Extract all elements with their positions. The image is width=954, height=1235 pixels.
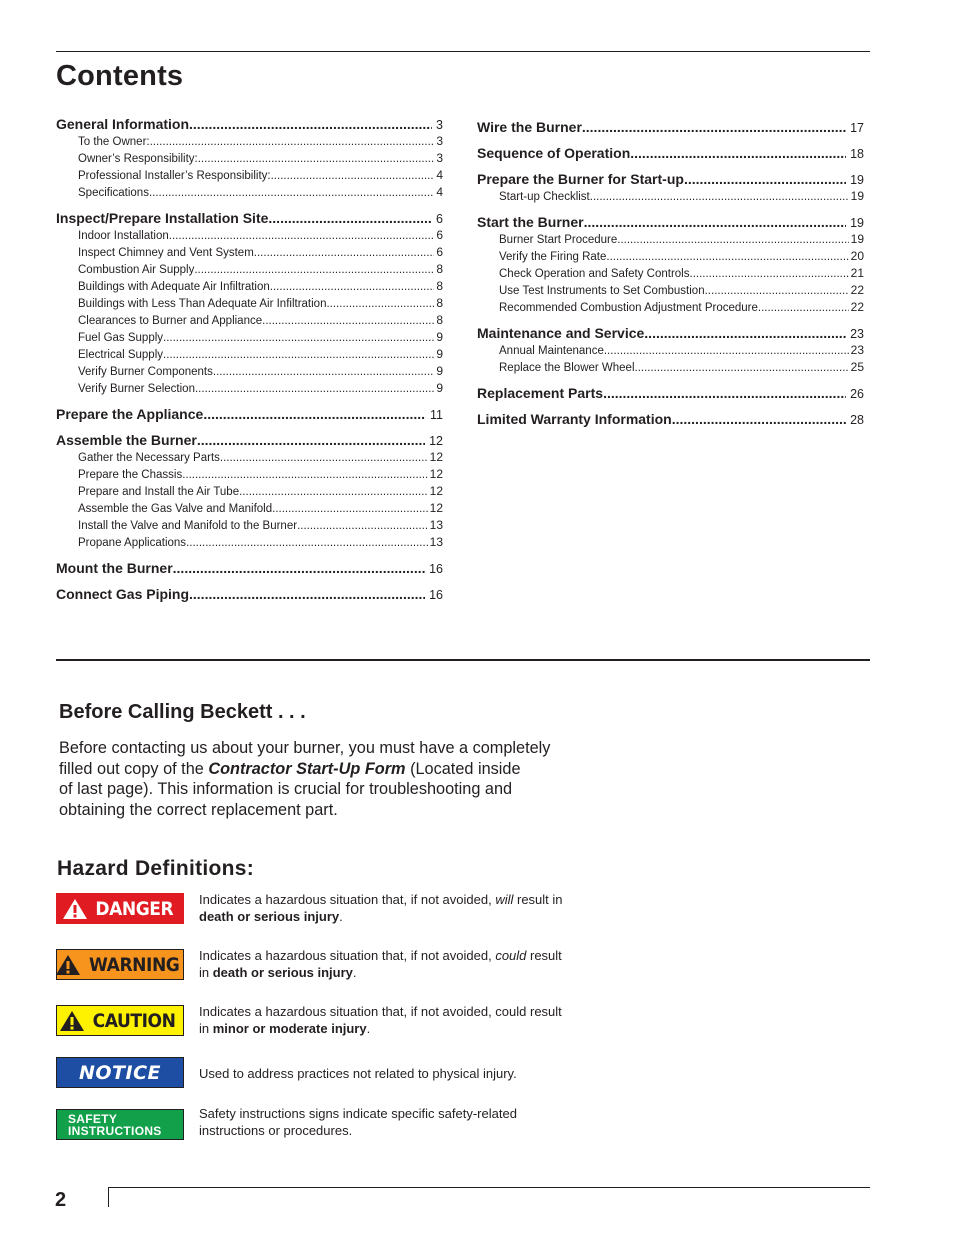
caution-description xyxy=(199,1003,609,1037)
warning-text-em: could xyxy=(495,948,527,963)
toc-entry-label: Assemble the Gas Valve and Manifold xyxy=(78,503,273,515)
safety-text-1: Safety instructions signs indicate specific safety-related xyxy=(199,1106,517,1121)
toc-entry-label: Replacement Parts xyxy=(477,385,604,401)
toc-page-number: 6 xyxy=(436,212,443,226)
toc-page-number: 16 xyxy=(429,588,443,602)
alert-triangle-icon xyxy=(55,954,81,976)
warning-text-bold: death or serious injury xyxy=(212,965,353,980)
toc-page-number: 26 xyxy=(850,387,864,401)
caution-word: CAUTION xyxy=(93,1009,176,1032)
warning-word: WARNING xyxy=(89,953,180,976)
toc-page-number: 12 xyxy=(429,484,443,498)
toc-page-number: 23 xyxy=(850,327,864,341)
toc-entry-label: Use Test Instruments to Set Combustion xyxy=(499,285,705,297)
toc-entry-label: Annual Maintenance xyxy=(499,345,604,357)
toc-dot-leader xyxy=(270,281,435,293)
page-number: 2 xyxy=(55,1189,67,1211)
toc-page-number: 8 xyxy=(436,296,443,310)
toc-dot-leader xyxy=(297,520,428,532)
toc-dot-leader xyxy=(635,362,849,374)
toc-dot-leader xyxy=(271,170,435,182)
toc-entry-label: Wire the Burner xyxy=(477,119,582,135)
safety-word-2: INSTRUCTIONS xyxy=(68,1123,162,1138)
notice-word: NOTICE xyxy=(78,1061,161,1084)
toc-page-number: 3 xyxy=(436,151,443,165)
toc-dot-leader xyxy=(268,210,432,226)
toc-page-number: 13 xyxy=(429,535,443,549)
toc-subsection-entry[interactable] xyxy=(56,381,443,398)
toc-subsection-entry[interactable] xyxy=(56,134,443,151)
danger-text-2-post: . xyxy=(339,909,343,924)
toc-entry-label: Buildings with Less Than Adequate Air Infiltration xyxy=(78,298,327,310)
toc-section-entry[interactable] xyxy=(56,586,443,604)
before-line-3: of last page). This information is crucial for troubleshooting and xyxy=(59,780,513,799)
toc-subsection-entry[interactable] xyxy=(56,347,443,364)
footer-rule xyxy=(108,1187,870,1188)
toc-dot-leader xyxy=(189,116,432,132)
toc-page-number: 17 xyxy=(850,121,864,135)
safety-instructions-badge xyxy=(56,1109,184,1140)
toc-subsection-entry[interactable] xyxy=(477,300,864,317)
alert-triangle-icon xyxy=(59,1010,85,1032)
toc-dot-leader xyxy=(262,315,434,327)
toc-page-number: 12 xyxy=(429,450,443,464)
toc-dot-leader xyxy=(604,345,849,357)
toc-section-entry[interactable] xyxy=(477,214,864,232)
caution-text-bold: minor or moderate injury xyxy=(212,1021,367,1036)
before-line-1: Before contacting us about your burner, you must have a completely xyxy=(59,739,551,757)
toc-subsection-entry[interactable] xyxy=(477,283,864,300)
notice-text-1: Used to address practices not related to physical injury. xyxy=(199,1066,517,1081)
danger-text-1: Indicates a hazardous situation that, if not avoided, xyxy=(199,892,496,907)
toc-entry-label: Gather the Necessary Parts xyxy=(78,452,220,464)
toc-entry-label: Prepare the Burner for Start-up xyxy=(477,171,684,187)
toc-entry-label: Propane Applications xyxy=(78,537,187,549)
section-rule xyxy=(56,659,870,661)
toc-page-number: 4 xyxy=(436,168,443,182)
toc-dot-leader xyxy=(195,383,434,395)
toc-dot-leader xyxy=(705,285,849,297)
toc-dot-leader xyxy=(182,469,427,481)
toc-section-entry[interactable] xyxy=(477,385,864,403)
toc-dot-leader xyxy=(173,560,425,576)
toc-page-number: 22 xyxy=(850,283,864,297)
toc-dot-leader xyxy=(584,214,847,230)
toc-section-entry[interactable] xyxy=(56,406,443,424)
contractor-form-name: Contractor Start-Up Form xyxy=(208,759,406,778)
toc-entry-label: Specifications xyxy=(78,187,149,199)
toc-dot-leader xyxy=(194,264,434,276)
warning-text-2-post: . xyxy=(352,965,357,980)
toc-page-number: 6 xyxy=(436,245,443,259)
toc-subsection-entry[interactable] xyxy=(56,501,443,518)
before-line-2-post: (Located inside xyxy=(405,759,521,778)
toc-entry-label: Connect Gas Piping xyxy=(56,586,190,602)
top-rule xyxy=(56,51,870,52)
toc-subsection-entry[interactable] xyxy=(56,185,443,202)
toc-page-number: 11 xyxy=(430,408,443,422)
toc-dot-leader xyxy=(198,153,435,165)
toc-page-number: 21 xyxy=(850,266,864,280)
toc-entry-label: Burner Start Procedure xyxy=(499,234,618,246)
warning-text-1-post: result xyxy=(526,948,562,963)
toc-page-number: 19 xyxy=(850,216,864,230)
toc-subsection-entry[interactable] xyxy=(56,484,443,501)
toc-dot-leader xyxy=(644,325,846,341)
toc-subsection-entry[interactable] xyxy=(56,364,443,381)
toc-entry-label: Prepare the Chassis xyxy=(78,469,183,481)
toc-subsection-entry[interactable] xyxy=(56,330,443,347)
warning-description xyxy=(199,947,609,981)
toc-entry-label: Start the Burner xyxy=(477,214,584,230)
toc-dot-leader xyxy=(326,298,434,310)
toc-page-number: 12 xyxy=(429,434,443,448)
notice-badge xyxy=(56,1057,184,1088)
danger-text-bold: death or serious injury xyxy=(199,909,340,924)
toc-page-number: 8 xyxy=(436,313,443,327)
toc-section-entry[interactable] xyxy=(477,411,864,429)
toc-page-number: 16 xyxy=(429,562,443,576)
toc-dot-leader xyxy=(590,191,849,203)
warning-text-2-pre: in xyxy=(199,965,213,980)
toc-page-number: 3 xyxy=(436,118,443,132)
toc-subsection-entry[interactable] xyxy=(477,232,864,249)
toc-entry-label: Verify Burner Components xyxy=(78,366,213,378)
toc-subsection-entry[interactable] xyxy=(56,279,443,296)
toc-page-number: 12 xyxy=(429,467,443,481)
toc-entry-label: Check Operation and Safety Controls xyxy=(499,268,690,280)
toc-subsection-entry[interactable] xyxy=(56,151,443,168)
warning-badge xyxy=(56,949,184,980)
danger-description xyxy=(199,891,609,925)
toc-dot-leader xyxy=(672,411,846,427)
danger-badge xyxy=(56,893,184,924)
toc-page-number: 8 xyxy=(436,262,443,276)
toc-dot-leader xyxy=(758,302,849,314)
toc-subsection-entry[interactable] xyxy=(56,245,443,262)
toc-subsection-entry[interactable] xyxy=(56,262,443,279)
toc-subsection-entry[interactable] xyxy=(477,266,864,283)
toc-left-column xyxy=(56,116,443,604)
toc-dot-leader xyxy=(254,247,435,259)
toc-subsection-entry[interactable] xyxy=(56,313,443,330)
toc-entry-label: Combustion Air Supply xyxy=(78,264,195,276)
toc-dot-leader xyxy=(149,187,434,199)
before-calling-text xyxy=(59,738,589,820)
toc-subsection-entry[interactable] xyxy=(56,467,443,484)
toc-dot-leader xyxy=(163,332,434,344)
toc-subsection-entry[interactable] xyxy=(56,450,443,467)
toc-entry-label: Indoor Installation xyxy=(78,230,169,242)
hazard-definitions-heading: Hazard Definitions: xyxy=(57,857,255,880)
toc-page-number: 4 xyxy=(436,185,443,199)
toc-entry-label: Owner’s Responsibility: xyxy=(78,153,198,165)
toc-page-number: 6 xyxy=(436,228,443,242)
toc-entry-label: Limited Warranty Information xyxy=(477,411,672,427)
toc-page-number: 9 xyxy=(436,364,443,378)
toc-section-entry[interactable] xyxy=(56,560,443,578)
toc-dot-leader xyxy=(186,537,428,549)
toc-subsection-entry[interactable] xyxy=(56,296,443,313)
toc-dot-leader xyxy=(150,136,435,148)
toc-page-number: 25 xyxy=(850,360,864,374)
toc-dot-leader xyxy=(169,230,435,242)
toc-page-number: 19 xyxy=(850,232,864,246)
toc-subsection-entry[interactable] xyxy=(477,360,864,377)
toc-entry-label: Buildings with Adequate Air Infiltration xyxy=(78,281,270,293)
page-title: Contents xyxy=(56,60,184,92)
toc-entry-label: To the Owner: xyxy=(78,136,150,148)
toc-dot-leader xyxy=(189,586,425,602)
warning-text-1: Indicates a hazardous situation that, if not avoided, xyxy=(199,948,496,963)
toc-page-number: 8 xyxy=(436,279,443,293)
toc-entry-label: Maintenance and Service xyxy=(477,325,645,341)
toc-entry-label: Prepare and Install the Air Tube xyxy=(78,486,240,498)
toc-section-entry[interactable] xyxy=(56,432,443,450)
notice-description xyxy=(199,1065,609,1082)
toc-section-entry[interactable] xyxy=(477,145,864,163)
toc-right-column xyxy=(477,119,864,429)
toc-page-number: 12 xyxy=(429,501,443,515)
before-line-4: obtaining the correct replacement part. xyxy=(59,800,338,819)
toc-entry-label: Start-up Checklist xyxy=(499,191,590,203)
caution-text-2-post: . xyxy=(366,1021,371,1036)
danger-text-1-post: result in xyxy=(513,892,563,907)
toc-page-number: 9 xyxy=(436,381,443,395)
toc-dot-leader xyxy=(220,452,428,464)
toc-page-number: 19 xyxy=(850,189,864,203)
toc-entry-label: Recommended Combustion Adjustment Procedure xyxy=(499,302,758,314)
toc-subsection-entry[interactable] xyxy=(477,189,864,206)
toc-entry-label: Inspect/Prepare Installation Site xyxy=(56,210,269,226)
toc-page-number: 9 xyxy=(436,330,443,344)
toc-page-number: 23 xyxy=(850,343,864,357)
toc-dot-leader xyxy=(606,251,848,263)
toc-dot-leader xyxy=(163,349,434,361)
toc-dot-leader xyxy=(239,486,428,498)
toc-dot-leader xyxy=(203,406,426,422)
toc-page-number: 9 xyxy=(436,347,443,361)
toc-dot-leader xyxy=(684,171,846,187)
toc-entry-label: Replace the Blower Wheel xyxy=(499,362,635,374)
danger-word: DANGER xyxy=(95,897,174,920)
toc-entry-label: Mount the Burner xyxy=(56,560,173,576)
toc-dot-leader xyxy=(197,432,425,448)
toc-page-number: 28 xyxy=(850,413,864,427)
safety-text-2: instructions or procedures. xyxy=(199,1123,353,1138)
toc-entry-label: Fuel Gas Supply xyxy=(78,332,164,344)
safety-word-1: SAFETY xyxy=(68,1111,118,1126)
toc-entry-label: Install the Valve and Manifold to the Burner xyxy=(78,520,298,532)
toc-dot-leader xyxy=(630,145,846,161)
toc-dot-leader xyxy=(617,234,848,246)
toc-entry-label: Clearances to Burner and Appliance xyxy=(78,315,263,327)
toc-page-number: 19 xyxy=(850,173,864,187)
safety-description xyxy=(199,1105,609,1139)
toc-section-entry[interactable] xyxy=(56,116,443,134)
before-calling-heading: Before Calling Beckett . . . xyxy=(59,701,306,723)
toc-entry-label: Verify Burner Selection xyxy=(78,383,195,395)
toc-page-number: 22 xyxy=(850,300,864,314)
toc-dot-leader xyxy=(272,503,428,515)
before-line-2-pre: filled out copy of the xyxy=(59,759,209,778)
toc-section-entry[interactable] xyxy=(477,325,864,343)
toc-dot-leader xyxy=(690,268,849,280)
toc-subsection-entry[interactable] xyxy=(477,249,864,266)
toc-page-number: 13 xyxy=(429,518,443,532)
toc-entry-label: Sequence of Operation xyxy=(477,145,631,161)
toc-entry-label: Assemble the Burner xyxy=(56,432,197,448)
toc-subsection-entry[interactable] xyxy=(56,228,443,245)
toc-dot-leader xyxy=(582,119,846,135)
toc-dot-leader xyxy=(603,385,846,401)
toc-section-entry[interactable] xyxy=(56,210,443,228)
toc-page-number: 18 xyxy=(850,147,864,161)
toc-entry-label: Verify the Firing Rate xyxy=(499,251,607,263)
caution-text-2-pre: in xyxy=(199,1021,213,1036)
safety-word xyxy=(57,1113,162,1137)
toc-entry-label: Prepare the Appliance xyxy=(56,406,204,422)
toc-entry-label: Inspect Chimney and Vent System xyxy=(78,247,254,259)
alert-triangle-icon xyxy=(62,898,88,920)
toc-entry-label: Electrical Supply xyxy=(78,349,164,361)
caution-text-1: Indicates a hazardous situation that, if not avoided, could result xyxy=(199,1004,562,1019)
toc-section-entry[interactable] xyxy=(477,171,864,189)
toc-subsection-entry[interactable] xyxy=(477,343,864,360)
toc-dot-leader xyxy=(213,366,434,378)
toc-subsection-entry[interactable] xyxy=(56,535,443,552)
toc-entry-label: Professional Installer’s Responsibility: xyxy=(78,170,271,182)
toc-entry-label: General Information xyxy=(56,116,190,132)
toc-subsection-entry[interactable] xyxy=(56,518,443,535)
danger-text-em: will xyxy=(495,892,514,907)
toc-page-number: 3 xyxy=(436,134,443,148)
toc-page-number: 20 xyxy=(850,249,864,263)
caution-badge xyxy=(56,1005,184,1036)
toc-section-entry[interactable] xyxy=(477,119,864,137)
toc-subsection-entry[interactable] xyxy=(56,168,443,185)
footer-divider xyxy=(108,1187,109,1207)
